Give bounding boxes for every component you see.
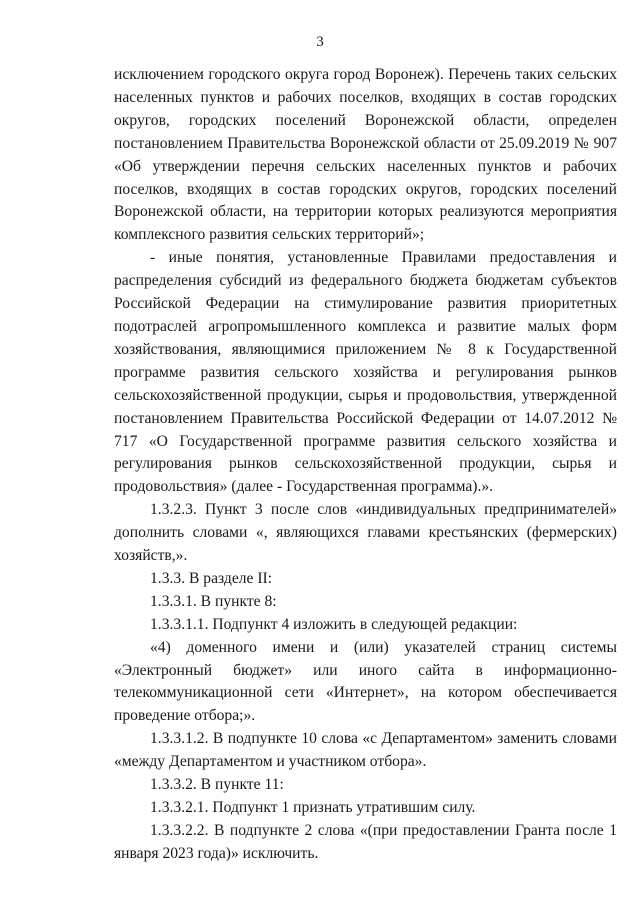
paragraph-item-1-3-3-2-1: 1.3.3.2.1. Подпункт 1 признать утратившим силу.	[150, 799, 476, 816]
paragraph-item-1-3-3-2: 1.3.3.2. В пункте 11:	[150, 776, 284, 794]
paragraph-other-concepts: - иные понятия, установленные Правилами предоставления и распределения субсидий из федерального бюджета бюджетам субъектов Российской Федерации на стимулирование развития приоритетных подотраслей агропромышленного комплекса и развитие малых форм хозяйствования, являющимися приложением № 8 к Государственной программе развития сельского хозяйства и регулирования рынков сельскохозяйственной продукции, сырья и продовольствия, утвержденной постановлением Правительства Российской Федерации от 14.07.2012 № 717 «О Государственной программе развития сельского хозяйства и регулирования рынков сельскохозяйственной продукции, сырья и продовольствия» (далее - Государственная программа).».	[114, 249, 617, 496]
paragraph-item-1-3-3-1-2: 1.3.3.1.2. В подпункте 10 слова «с Департаментом» заменить словами «между Департаментом и участником отбора».	[114, 730, 617, 771]
paragraph-item-1-3-3-2-2: 1.3.3.2.2. В подпункте 2 слова «(при предоставлении Гранта после 1 января 2023 года)» исключить.	[114, 821, 617, 862]
paragraph-item-1-3-2-3: 1.3.2.3. Пункт 3 после слов «индивидуальных предпринимателей» дополнить словами «, являющихся главами крестьянских (фермерских) хозяйств,».	[114, 501, 617, 565]
paragraph-continuation: исключением городского округа город Воронеж). Перечень таких сельских населенных пунктов и рабочих поселков, входящих в состав городских округов, городских поселений Воронежской области, определен постановлением Правительства Воронежской области от 25.09.2019 № 907 «Об утверждении перечня сельских населенных пунктов и рабочих поселков, входящих в состав городских округов, городских поселений Воронежской области, на территории которых реализуются мероприятия комплексного развития сельских территорий»;	[114, 66, 617, 244]
paragraph-item-1-3-3-1-1: 1.3.3.1.1. Подпункт 4 изложить в следующей редакции:	[150, 615, 518, 633]
paragraph-item-1-3-3-1: 1.3.3.1. В пункте 8:	[150, 592, 277, 610]
paragraph-quote-item-4: «4) доменного имени и (или) указателей страниц системы «Электронный бюджет» или иного сайта в информационно-телекоммуникационной сети «Интернет», на котором обеспечивается проведение отбора;».	[114, 638, 617, 725]
page-number: 3	[316, 34, 324, 50]
document-body	[114, 64, 617, 866]
paragraph-item-1-3-3: 1.3.3. В разделе II:	[150, 569, 273, 587]
